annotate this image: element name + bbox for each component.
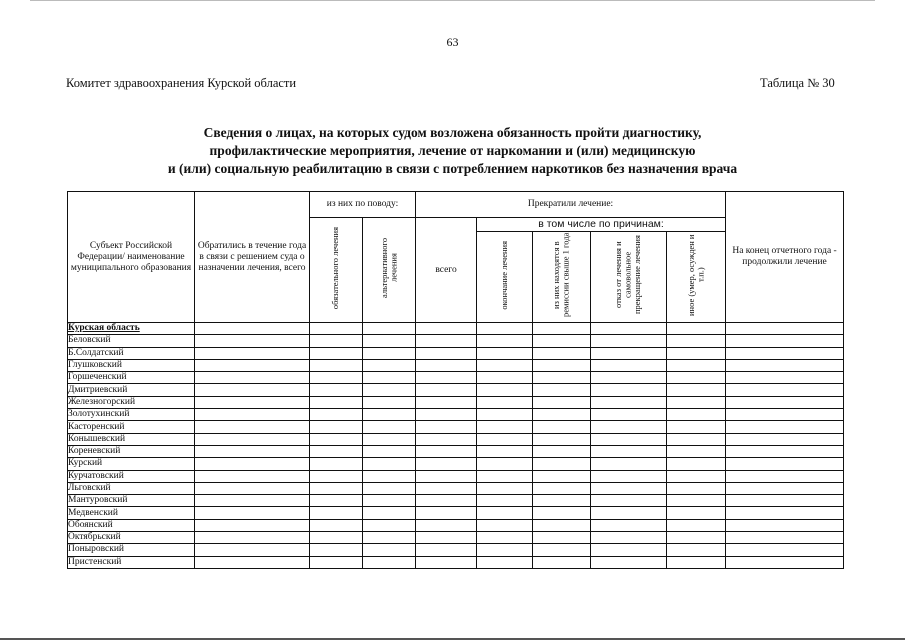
data-cell — [726, 519, 844, 531]
table-row — [68, 359, 844, 371]
data-cell — [591, 482, 667, 494]
data-cell — [195, 323, 310, 335]
data-cell — [591, 359, 667, 371]
data-cell — [591, 532, 667, 544]
data-cell — [726, 445, 844, 457]
data-cell — [477, 470, 533, 482]
header-stopped-treatment: Прекратили лечение: — [416, 192, 726, 218]
data-cell — [363, 556, 416, 568]
data-cell — [726, 323, 844, 335]
data-cell — [667, 359, 726, 371]
data-cell — [416, 532, 477, 544]
data-cell — [591, 544, 667, 556]
data-cell — [591, 323, 667, 335]
row-label: Железногорский — [68, 396, 195, 408]
data-cell — [195, 396, 310, 408]
header-of-them-reason: из них по поводу: — [310, 192, 416, 218]
header-mandatory-cell — [310, 218, 363, 323]
data-cell — [416, 495, 477, 507]
data-cell — [195, 470, 310, 482]
table-row — [68, 396, 844, 408]
data-cell — [533, 507, 591, 519]
data-cell — [591, 396, 667, 408]
row-label: Медвенский — [68, 507, 195, 519]
table-row — [68, 470, 844, 482]
data-cell — [477, 359, 533, 371]
data-cell — [195, 335, 310, 347]
data-cell — [667, 433, 726, 445]
data-cell — [477, 409, 533, 421]
data-cell — [310, 470, 363, 482]
data-cell — [195, 458, 310, 470]
data-cell — [726, 458, 844, 470]
data-cell — [533, 347, 591, 359]
data-cell — [310, 359, 363, 371]
data-cell — [533, 433, 591, 445]
header-refusal: отказ от лечения и самовольное прекращение лечения — [613, 235, 643, 315]
row-label: Касторенский — [68, 421, 195, 433]
data-cell — [726, 409, 844, 421]
data-cell — [310, 458, 363, 470]
data-cell — [363, 433, 416, 445]
data-cell — [591, 335, 667, 347]
data-cell — [363, 372, 416, 384]
data-cell — [533, 519, 591, 531]
data-cell — [726, 347, 844, 359]
data-cell — [667, 396, 726, 408]
data-cell — [477, 458, 533, 470]
data-cell — [591, 409, 667, 421]
header-mandatory: обязательного лечения — [330, 226, 341, 310]
data-cell — [726, 470, 844, 482]
data-cell — [477, 532, 533, 544]
row-label: Глушковский — [68, 359, 195, 371]
data-cell — [667, 458, 726, 470]
table-row — [68, 495, 844, 507]
table-row — [68, 532, 844, 544]
document-title — [60, 124, 845, 178]
data-cell — [533, 323, 591, 335]
data-cell — [195, 532, 310, 544]
row-label: Дмитриевский — [68, 384, 195, 396]
data-cell — [310, 372, 363, 384]
data-cell — [667, 507, 726, 519]
data-cell — [667, 470, 726, 482]
data-cell — [533, 384, 591, 396]
data-cell — [533, 335, 591, 347]
data-cell — [363, 347, 416, 359]
data-cell — [416, 433, 477, 445]
data-cell — [726, 359, 844, 371]
committee-name: Комитет здравоохранения Курской области — [66, 76, 297, 90]
data-cell — [310, 384, 363, 396]
data-cell — [310, 347, 363, 359]
row-label: Октябрьский — [68, 532, 195, 544]
data-cell — [667, 347, 726, 359]
header-other-cell — [667, 232, 726, 323]
table-row — [68, 347, 844, 359]
data-cell — [726, 421, 844, 433]
data-cell — [310, 445, 363, 457]
data-cell — [667, 544, 726, 556]
data-cell — [310, 421, 363, 433]
data-cell — [363, 519, 416, 531]
table-row — [68, 323, 844, 335]
header-completion-cell — [477, 232, 533, 323]
data-cell — [533, 495, 591, 507]
data-cell — [363, 532, 416, 544]
row-label: Горшеченский — [68, 372, 195, 384]
data-cell — [726, 433, 844, 445]
data-cell — [667, 556, 726, 568]
header-applied: Обратились в течение года в связи с решением суда о назначении лечения, всего — [195, 192, 310, 323]
row-label: Обоянский — [68, 519, 195, 531]
data-cell — [195, 384, 310, 396]
data-cell — [591, 347, 667, 359]
data-cell — [533, 470, 591, 482]
table-row — [68, 409, 844, 421]
data-cell — [591, 433, 667, 445]
data-cell — [363, 359, 416, 371]
data-cell — [195, 347, 310, 359]
data-cell — [416, 335, 477, 347]
header-completion: окончание лечения — [498, 240, 509, 310]
data-cell — [310, 433, 363, 445]
row-label: Мантуровский — [68, 495, 195, 507]
data-cell — [310, 335, 363, 347]
data-cell — [416, 507, 477, 519]
data-cell — [726, 335, 844, 347]
data-cell — [477, 556, 533, 568]
table-number: Таблица № 30 — [760, 76, 835, 90]
data-cell — [416, 519, 477, 531]
data-cell — [477, 347, 533, 359]
data-cell — [363, 409, 416, 421]
header-remission: из них находятся в ремиссии свыше 1 года — [551, 232, 571, 318]
data-cell — [363, 445, 416, 457]
data-cell — [477, 372, 533, 384]
report-table — [67, 191, 844, 569]
data-cell — [477, 433, 533, 445]
data-cell — [416, 396, 477, 408]
data-cell — [591, 470, 667, 482]
data-cell — [310, 482, 363, 494]
row-label: Беловский — [68, 335, 195, 347]
data-cell — [726, 495, 844, 507]
data-cell — [310, 532, 363, 544]
data-cell — [416, 544, 477, 556]
row-label: Курский — [68, 458, 195, 470]
top-divider — [30, 0, 875, 1]
table-row — [68, 519, 844, 531]
data-cell — [363, 470, 416, 482]
data-cell — [195, 544, 310, 556]
data-cell — [416, 359, 477, 371]
data-cell — [195, 495, 310, 507]
table-body — [68, 323, 844, 569]
header-continued: На конец отчетного года - продолжили лечение — [726, 192, 844, 323]
table-row — [68, 433, 844, 445]
data-cell — [363, 482, 416, 494]
table-row — [68, 372, 844, 384]
table-row — [68, 507, 844, 519]
data-cell — [591, 507, 667, 519]
table-row — [68, 556, 844, 568]
row-label: Б.Солдатский — [68, 347, 195, 359]
row-label: Пристенский — [68, 556, 195, 568]
data-cell — [726, 482, 844, 494]
data-cell — [667, 335, 726, 347]
data-cell — [726, 556, 844, 568]
data-cell — [477, 323, 533, 335]
data-cell — [533, 409, 591, 421]
table-row — [68, 421, 844, 433]
data-cell — [533, 544, 591, 556]
data-cell — [533, 458, 591, 470]
header-subject: Субъект Российской Федерации/ наименование муниципального образования — [68, 192, 195, 323]
data-cell — [591, 372, 667, 384]
header-alternative: альтернативного лечения — [378, 237, 398, 299]
data-cell — [533, 396, 591, 408]
header-remission-cell — [533, 232, 591, 323]
data-cell — [310, 544, 363, 556]
data-cell — [477, 544, 533, 556]
title-line-2: профилактические мероприятия, лечение от наркомании и (или) медицинскую — [209, 143, 696, 158]
title-line-1: Сведения о лицах, на которых судом возложена обязанность пройти диагностику, — [203, 125, 702, 140]
data-cell — [667, 445, 726, 457]
data-cell — [195, 409, 310, 421]
data-cell — [195, 445, 310, 457]
data-cell — [591, 519, 667, 531]
data-cell — [310, 323, 363, 335]
data-cell — [477, 507, 533, 519]
data-cell — [726, 396, 844, 408]
data-cell — [591, 445, 667, 457]
table-row — [68, 384, 844, 396]
data-cell — [726, 384, 844, 396]
data-cell — [195, 359, 310, 371]
data-cell — [477, 396, 533, 408]
data-cell — [667, 519, 726, 531]
data-cell — [477, 384, 533, 396]
data-cell — [310, 396, 363, 408]
data-cell — [533, 482, 591, 494]
header-total: всего — [416, 218, 477, 323]
data-cell — [591, 495, 667, 507]
data-cell — [416, 409, 477, 421]
data-cell — [416, 384, 477, 396]
data-cell — [310, 556, 363, 568]
data-cell — [195, 433, 310, 445]
data-cell — [533, 359, 591, 371]
data-cell — [416, 445, 477, 457]
data-cell — [726, 544, 844, 556]
data-cell — [667, 384, 726, 396]
data-cell — [195, 372, 310, 384]
row-label: Поныровский — [68, 544, 195, 556]
data-cell — [667, 409, 726, 421]
header-alternative-cell — [363, 218, 416, 323]
data-cell — [477, 495, 533, 507]
page-number: 63 — [446, 35, 459, 49]
data-cell — [363, 544, 416, 556]
data-cell — [416, 323, 477, 335]
data-cell — [310, 495, 363, 507]
data-cell — [363, 335, 416, 347]
header-including-reasons: в том числе по причинам: — [477, 218, 726, 232]
row-label: Золотухинский — [68, 409, 195, 421]
data-cell — [416, 458, 477, 470]
data-cell — [363, 396, 416, 408]
row-label: Курчатовский — [68, 470, 195, 482]
data-cell — [726, 372, 844, 384]
row-label: Льговский — [68, 482, 195, 494]
data-cell — [195, 556, 310, 568]
data-cell — [363, 384, 416, 396]
data-cell — [591, 556, 667, 568]
data-cell — [310, 519, 363, 531]
data-cell — [195, 507, 310, 519]
data-cell — [363, 507, 416, 519]
data-cell — [477, 482, 533, 494]
data-cell — [416, 556, 477, 568]
data-cell — [667, 495, 726, 507]
table-row — [68, 458, 844, 470]
data-cell — [533, 372, 591, 384]
data-cell — [363, 421, 416, 433]
table-row — [68, 482, 844, 494]
data-cell — [416, 347, 477, 359]
data-cell — [591, 421, 667, 433]
data-cell — [363, 458, 416, 470]
data-cell — [477, 445, 533, 457]
data-cell — [667, 532, 726, 544]
table-row — [68, 445, 844, 457]
data-cell — [310, 507, 363, 519]
data-cell — [363, 323, 416, 335]
data-cell — [416, 421, 477, 433]
row-label: Курская область — [68, 323, 195, 335]
table-row — [68, 544, 844, 556]
data-cell — [533, 421, 591, 433]
data-cell — [416, 482, 477, 494]
data-cell — [416, 372, 477, 384]
data-cell — [416, 470, 477, 482]
table-row — [68, 335, 844, 347]
data-cell — [533, 445, 591, 457]
data-cell — [477, 335, 533, 347]
row-label: Кореневский — [68, 445, 195, 457]
header-refusal-cell — [591, 232, 667, 323]
data-cell — [667, 421, 726, 433]
header-other: иное (умер, осужден и т.п.) — [685, 234, 706, 316]
data-cell — [195, 482, 310, 494]
data-cell — [591, 458, 667, 470]
data-cell — [591, 384, 667, 396]
data-cell — [667, 323, 726, 335]
data-cell — [363, 495, 416, 507]
row-label: Конышевский — [68, 433, 195, 445]
data-cell — [667, 482, 726, 494]
data-cell — [533, 532, 591, 544]
data-cell — [726, 532, 844, 544]
title-line-3: и (или) социальную реабилитацию в связи с потреблением наркотиков без назначения врача — [167, 161, 738, 176]
data-cell — [310, 409, 363, 421]
data-cell — [195, 519, 310, 531]
data-cell — [477, 519, 533, 531]
data-cell — [726, 507, 844, 519]
data-cell — [195, 421, 310, 433]
data-cell — [667, 372, 726, 384]
data-cell — [533, 556, 591, 568]
data-cell — [477, 421, 533, 433]
